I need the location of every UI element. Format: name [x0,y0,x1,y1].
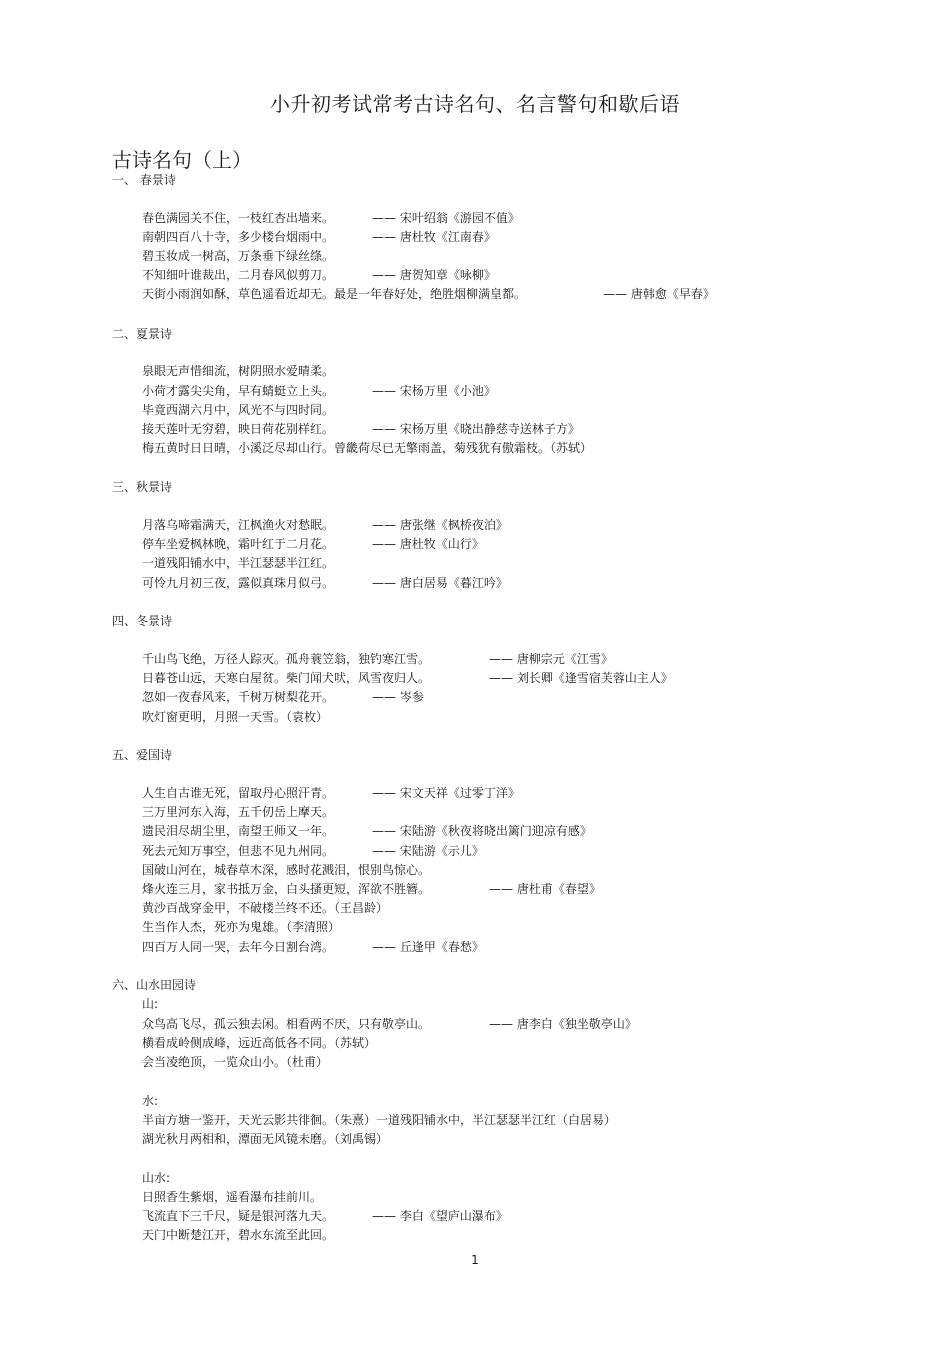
poem-line [142,823,592,839]
poem-line [142,575,508,591]
poem-text: 可怜九月初三夜，露似真珠月似弓。 [142,576,335,590]
poem-text: 三万里河东入海，五千仞岳上摩天。 [142,805,335,819]
poem-text: 死去元知万事空，但悲不见九州同。 [142,844,335,858]
poem-line [142,1131,388,1147]
poem-source: —— 李白《望庐山瀑布》 [372,1209,508,1223]
poem-line [142,1035,376,1051]
poem-line [142,1054,328,1070]
poem-text: 天街小雨润如酥，草色遥看近却无。最是一年春好处，绝胜烟柳满皇都。 [142,287,527,301]
poem-source: —— 宋叶绍翁《游园不值》 [372,211,520,225]
poem-source: —— 岑参 [372,690,424,704]
poem-text: 月落乌啼霜满天，江枫渔火对愁眠。 [142,518,335,532]
poem-text: 不知细叶谁裁出，二月春风似剪刀。 [142,268,335,282]
poem-source: —— 宋陆游《秋夜将晓出篱门迎凉有感》 [372,824,592,838]
sub-heading [142,1093,158,1109]
poem-text: 黄沙百战穿金甲，不破楼兰终不还。（王昌龄） [142,901,389,915]
poem-source: —— 唐韩愈《早春》 [603,287,715,301]
poem-text: 停车坐爱枫林晚，霜叶红于二月花。 [142,537,335,551]
poem-source: —— 宋文天祥《过零丁洋》 [372,786,520,800]
poem-line [142,402,334,418]
poem-line [142,210,520,226]
poem-text: 泉眼无声惜细流，树阴照水爱晴柔。 [142,364,335,378]
poem-line [142,229,496,245]
poem-source: —— 丘逢甲《春愁》 [372,940,484,954]
section-heading: 五、爱国诗 [112,748,173,762]
poem-source: —— 唐柳宗元《江雪》 [489,652,613,666]
poem-text: 会当凌绝顶，一览众山小。（杜甫） [142,1055,329,1069]
poem-text: 遗民泪尽胡尘里，南望王师又一年。 [142,824,335,838]
poem-line [142,670,673,686]
poem-text: 春色满园关不住，一枝红杏出墙来。 [142,211,335,225]
poem-line [142,286,715,302]
poem-line [142,862,430,878]
part-title: 古诗名句（上） [112,148,252,172]
poem-text: 烽火连三月，家书抵万金，白头搔更短，浑欲不胜簪。 [142,882,431,896]
poem-line [142,555,334,571]
poem-source: —— 刘长卿《逢雪宿芙蓉山主人》 [489,671,673,685]
page-number: 1 [471,1253,479,1267]
poem-line [142,517,508,533]
poem-line [142,383,496,399]
poem-source: —— 宋杨万里《小池》 [372,384,496,398]
poem-text: 日暮苍山远，天寒白屋贫。柴门闻犬吠，风雪夜归人。 [142,671,431,685]
poem-source: —— 唐杜牧《江南春》 [372,230,496,244]
sub-heading [142,996,158,1012]
poem-text: 水: [142,1094,159,1108]
poem-text: 小荷才露尖尖角，早有蜻蜓立上头。 [142,384,335,398]
poem-line [142,785,520,801]
poem-text: 山水: [142,1171,171,1185]
section-heading: 二、夏景诗 [112,327,173,341]
poem-line [142,1016,637,1032]
poem-text: 天门中断楚江开，碧水东流至此回。 [142,1228,335,1242]
poem-text: 日照香生紫烟，遥看瀑布挂前川。 [142,1190,323,1204]
poem-line [142,1208,508,1224]
poem-text: 人生自古谁无死，留取丹心照汗青。 [142,786,335,800]
poem-line [142,248,334,264]
poem-text: 南朝四百八十寺，多少楼台烟雨中。 [142,230,335,244]
poem-text: 半亩方塘一鉴开，天光云影共徘徊。（朱熹）一道残阳铺水中，半江瑟瑟半江红（白居易） [142,1113,617,1127]
poem-line [142,919,340,935]
poem-source: —— 唐李白《独坐敬亭山》 [489,1017,637,1031]
poem-text: 四百万人同一哭，去年今日割台湾。 [142,940,335,954]
section-heading: 一、 春景诗 [112,173,176,187]
poem-text: 众鸟高飞尽，孤云独去闲。相看两不厌，只有敬亭山。 [142,1017,431,1031]
poem-text: 碧玉妆成一树高，万条垂下绿丝绦。 [142,249,335,263]
poem-source: —— 唐杜甫《春望》 [489,882,601,896]
poem-text: 忽如一夜春风来，千树万树梨花开。 [142,690,335,704]
poem-text: 横看成岭侧成峰，远近高低各不同。（苏轼） [142,1036,377,1050]
poem-source: —— 宋杨万里《晓出静慈寺送林子方》 [372,422,580,436]
section-heading: 四、冬景诗 [112,614,173,628]
poem-text: 吹灯窗更明，月照一天雪。（袁枚） [142,710,329,724]
poem-source: —— 唐白居易《暮江吟》 [372,576,508,590]
section-heading: 三、秋景诗 [112,480,173,494]
poem-line [142,689,424,705]
poem-source: —— 唐杜牧《山行》 [372,537,484,551]
poem-line [142,1189,322,1205]
poem-line [142,709,328,725]
poem-source: —— 宋陆游《示儿》 [372,844,484,858]
poem-line [142,804,334,820]
poem-line [142,881,601,897]
poem-line [142,843,484,859]
poem-line [142,421,580,437]
poem-text: 湖光秋月两相和，潭面无风镜未磨。（刘禹锡） [142,1132,389,1146]
poem-text: 接天莲叶无穷碧，映日荷花别样红。 [142,422,335,436]
document-title: 小升初考试常考古诗名句、名言警句和歇后语 [270,92,680,116]
poem-line [142,440,592,456]
poem-text: 一道残阳铺水中，半江瑟瑟半江红。 [142,556,335,570]
section-heading: 六、山水田园诗 [112,978,197,992]
poem-line [142,1112,616,1128]
sub-heading [142,1170,170,1186]
poem-text: 国破山河在，城春草木深，感时花溅泪，恨别鸟惊心。 [142,863,431,877]
poem-source: —— 唐张继《枫桥夜泊》 [372,518,508,532]
poem-line [142,651,613,667]
poem-line [142,1227,334,1243]
poem-source: —— 唐贺知章《咏柳》 [372,268,496,282]
poem-text: 山: [142,997,159,1011]
poem-line [142,536,484,552]
poem-text: 梅五黄时日日晴，小溪泛尽却山行。曾畿荷尽已无擎雨盖，菊残犹有傲霜枝。（苏轼） [142,441,593,455]
poem-line [142,363,334,379]
poem-text: 千山鸟飞绝，万径人踪灭。孤舟蓑笠翁，独钓寒江雪。 [142,652,431,666]
poem-line [142,267,496,283]
poem-text: 飞流直下三千尺，疑是银河落九天。 [142,1209,335,1223]
poem-text: 毕竟西湖六月中，风光不与四时同。 [142,403,335,417]
poem-line [142,900,388,916]
poem-text: 生当作人杰，死亦为鬼雄。（李清照） [142,920,341,934]
poem-line [142,939,484,955]
